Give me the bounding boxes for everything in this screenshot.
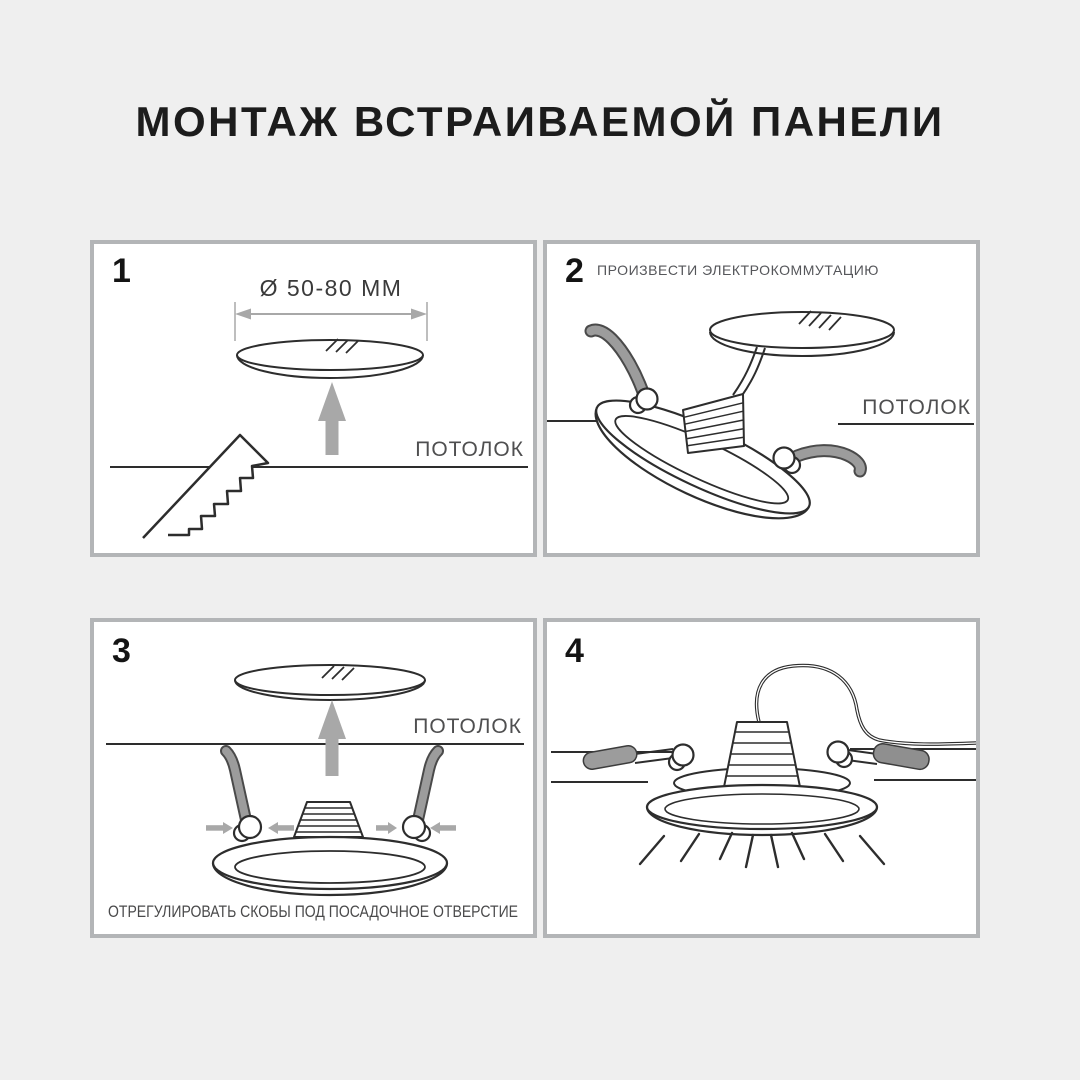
spring-clip-right-icon: [418, 751, 438, 820]
step-3-number: 3: [112, 632, 131, 670]
step-4-panel: [543, 618, 980, 938]
step-1-panel: [90, 240, 537, 557]
driver-box-icon: [294, 802, 363, 837]
step-2-number: 2: [565, 252, 584, 290]
cutout-disc-icon: [235, 665, 425, 700]
led-panel-icon: [213, 837, 447, 895]
step-2-instruction: ПРОИЗВЕСТИ ЭЛЕКТРОКОММУТАЦИЮ: [597, 262, 879, 278]
step-3-panel: [90, 618, 537, 938]
cutout-dimension-label: Ø 50-80 ММ: [259, 275, 403, 301]
step-3-drawing: [94, 622, 533, 934]
cutout-disc-icon: [237, 339, 423, 378]
step-4-drawing: [547, 622, 976, 934]
spring-clip-left-icon: [582, 744, 693, 770]
ceiling-label: ПОТОЛОК: [415, 438, 524, 461]
dimension-arrow: [235, 302, 427, 341]
step-2-drawing: [547, 244, 976, 553]
driver-box-icon: [683, 394, 744, 453]
spring-clip-right-icon: [797, 451, 860, 471]
driver-box-icon: [724, 722, 800, 787]
step-4-number: 4: [565, 632, 584, 670]
step-1-number: 1: [112, 252, 131, 290]
step-1-drawing: [94, 244, 533, 553]
spring-clip-left-icon: [591, 330, 644, 395]
step-3-caption: ОТРЕГУЛИРОВАТЬ СКОБЫ ПОД ПОСАДОЧНОЕ ОТВЕРСТИЕ: [108, 902, 518, 921]
spring-clip-left-icon: [226, 751, 246, 820]
page-title: МОНТАЖ ВСТРАИВАЕМОЙ ПАНЕЛИ: [135, 98, 945, 145]
saw-cutter-icon: [143, 435, 268, 538]
ceiling-label: ПОТОЛОК: [413, 715, 522, 738]
up-arrow-icon: [318, 382, 346, 455]
cutout-disc-icon: [710, 311, 894, 356]
led-panel-icon: [647, 785, 877, 835]
ceiling-label: ПОТОЛОК: [862, 396, 971, 419]
step-2-panel: [543, 240, 980, 557]
wires-icon: [733, 347, 765, 397]
spring-clip-right-icon: [828, 742, 931, 771]
light-rays-icon: [640, 833, 884, 867]
up-arrow-icon: [318, 700, 346, 776]
